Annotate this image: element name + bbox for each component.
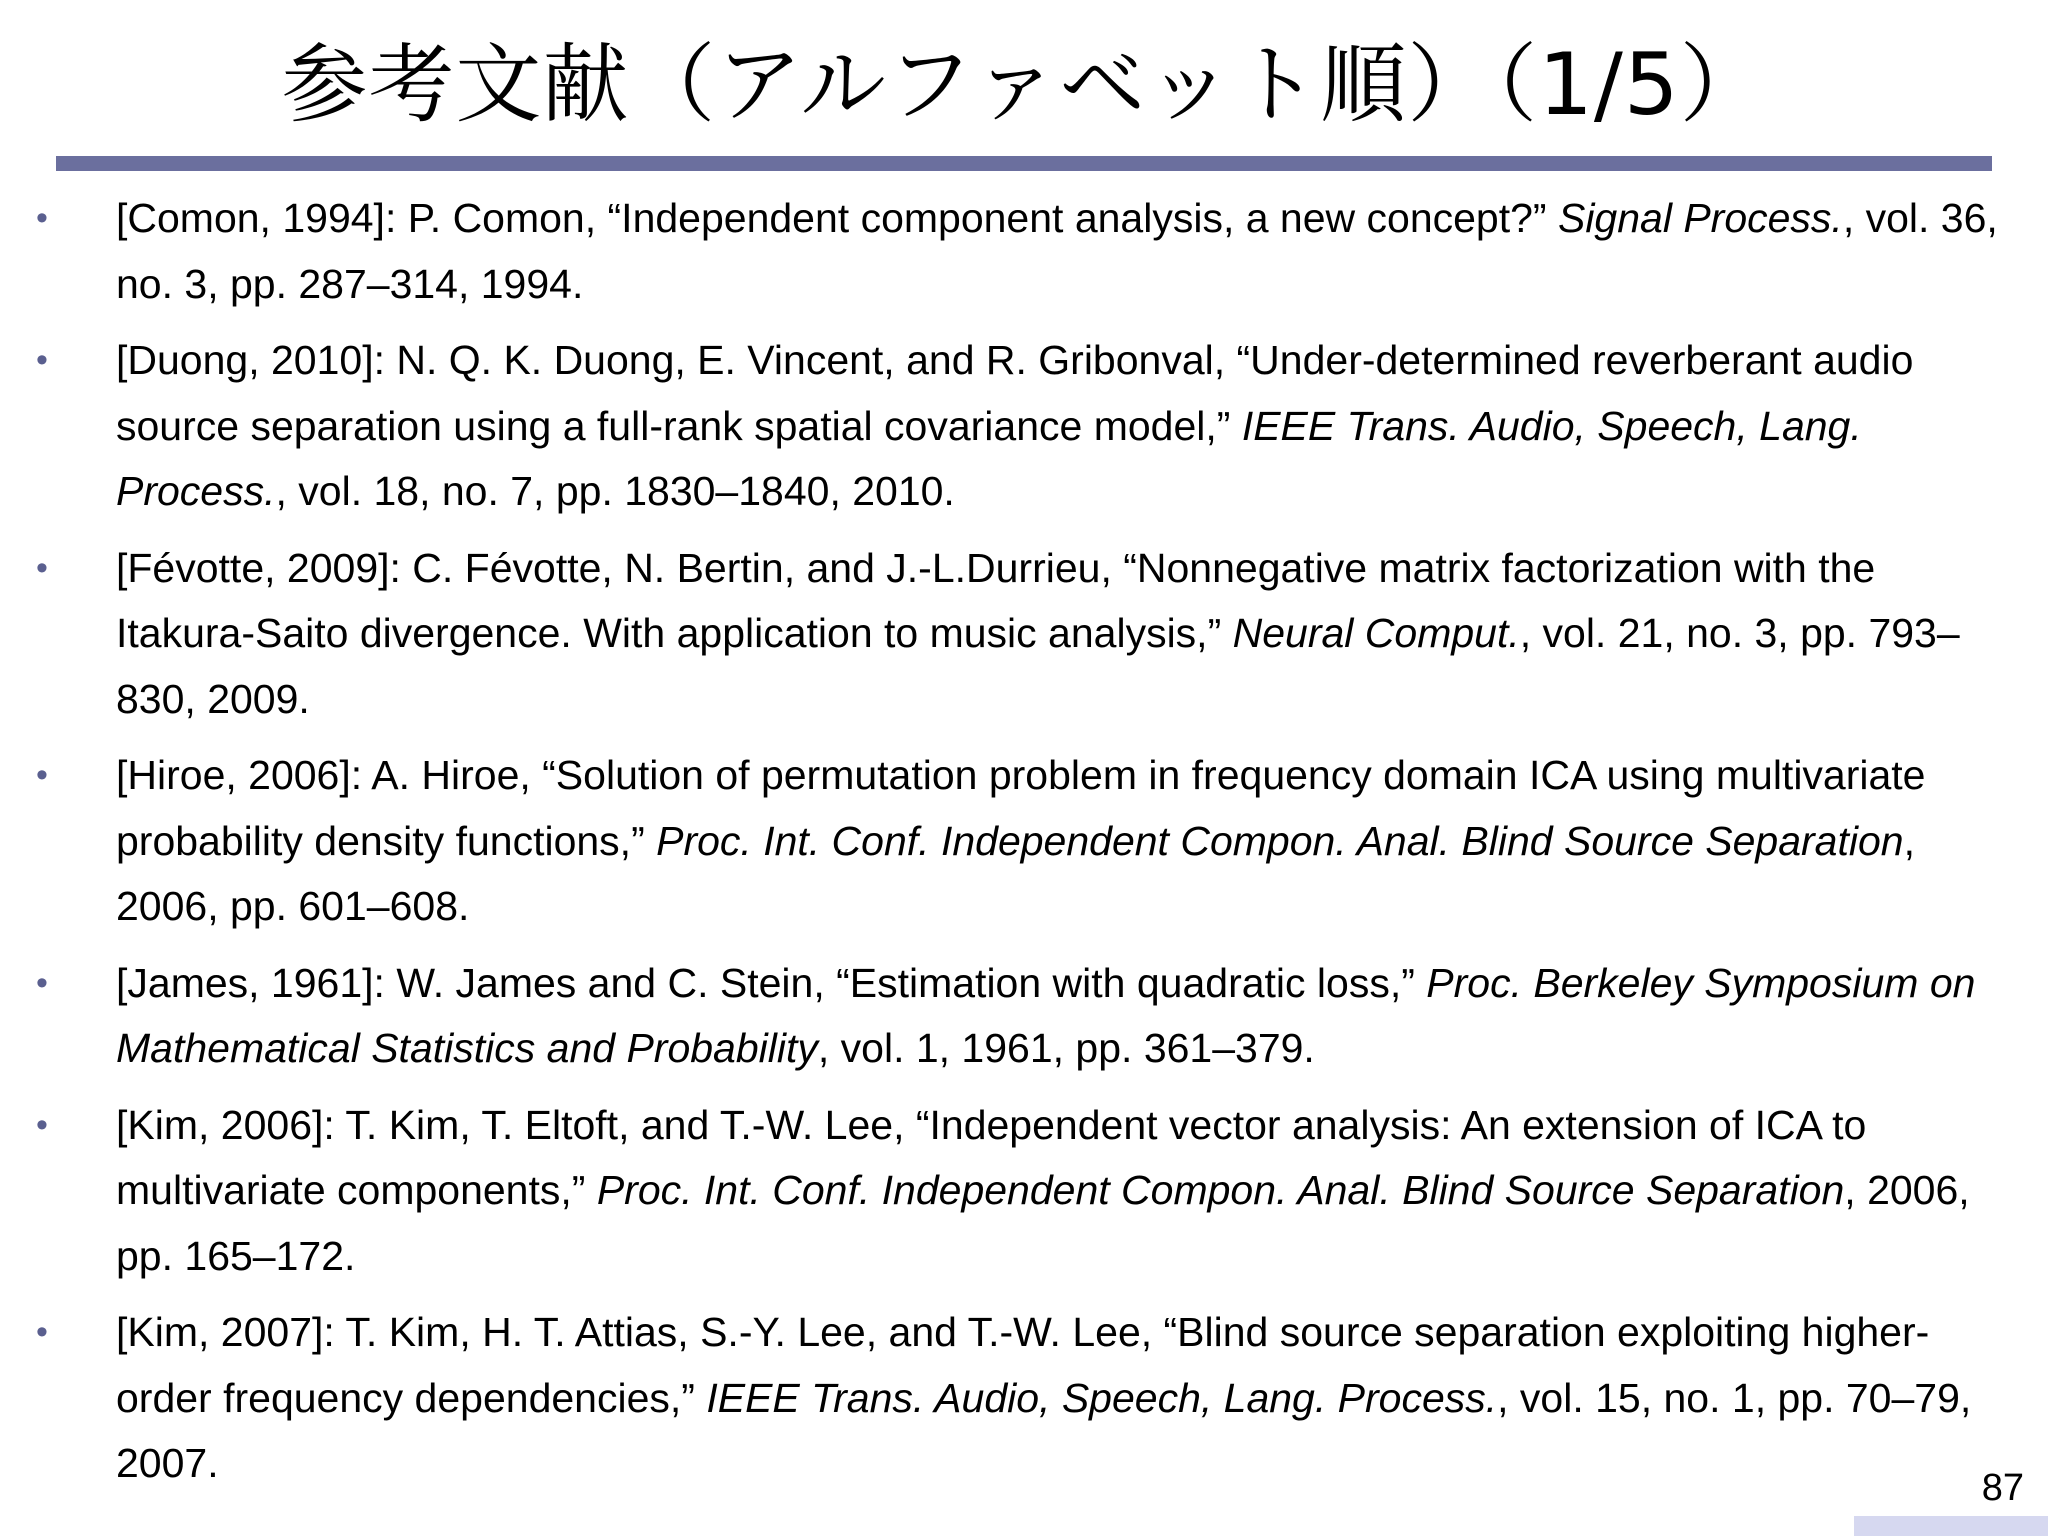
- reference-journal: Proc. Int. Conf. Independent Compon. Anal. Blind Source Separation: [656, 817, 1904, 864]
- reference-lead: [Duong, 2010]: N. Q. K. Duong, E. Vincent, and R. Gribonval, “Under-determined reverberant audio source separation using a full-rank spatial covariance model,”: [116, 337, 1914, 449]
- bullet-icon: •: [36, 341, 48, 379]
- slide-title: 参考文献（アルファベット順）（1/5）: [281, 35, 1767, 135]
- corner-accent-bar: [1854, 1516, 2048, 1536]
- reference-journal: Proc. Int. Conf. Independent Compon. Anal. Blind Source Separation: [596, 1167, 1845, 1213]
- reference-list: [0, 186, 2048, 1508]
- reference-tail: , vol. 18, no. 7, pp. 1830–1840, 2010.: [275, 468, 955, 514]
- reference-item-kim-2007: [0, 1300, 2048, 1497]
- bullet-icon: •: [36, 756, 48, 794]
- reference-tail: , 2006, pp. 165–172.: [116, 1167, 1970, 1279]
- reference-lead: [Comon, 1994]: P. Comon, “Independent component analysis, a new concept?”: [116, 195, 1558, 241]
- reference-item-james-1961: [0, 951, 2048, 1082]
- reference-tail: , 2006, pp. 601–608.: [116, 817, 1915, 929]
- reference-lead: [Kim, 2007]: T. Kim, H. T. Attias, S.-Y. Lee, and T.-W. Lee, “Blind source separation exploiting higher-order frequency dependencies,”: [116, 1309, 1930, 1421]
- page-number: 87: [1981, 1467, 2024, 1509]
- reference-lead: [Hiroe, 2006]: A. Hiroe, “Solution of permutation problem in frequency domain ICA using multivariate probability density functions,”: [116, 752, 1926, 864]
- bullet-icon: •: [36, 1313, 48, 1351]
- reference-journal: Signal Process.: [1557, 195, 1843, 241]
- bullet-icon: •: [36, 548, 48, 587]
- reference-journal: IEEE Trans. Audio, Speech, Lang. Process.: [116, 402, 1862, 514]
- reference-tail: , vol. 1, 1961, pp. 361–379.: [817, 1025, 1315, 1071]
- bullet-icon: •: [36, 963, 48, 1002]
- reference-lead: [Févotte, 2009]: C. Févotte, N. Bertin, and J.-L.Durrieu, “Nonnegative matrix factorization with the Itakura-Saito divergence. With application to music analysis,”: [116, 544, 1876, 656]
- reference-tail: , vol. 36, no. 3, pp. 287–314, 1994.: [116, 195, 1998, 307]
- reference-lead: [Kim, 2006]: T. Kim, T. Eltoft, and T.-W. Lee, “Independent vector analysis: An extension of ICA to multivariate components,”: [116, 1101, 1867, 1213]
- reference-tail: , vol. 15, no. 1, pp. 70–79, 2007.: [116, 1374, 1972, 1486]
- reference-tail: , vol. 21, no. 3, pp. 793–830, 2009.: [116, 610, 1960, 722]
- title-divider: [56, 156, 1992, 171]
- reference-item-duong-2010: [0, 328, 2048, 525]
- bullet-icon: •: [36, 199, 48, 237]
- bullet-icon: •: [36, 1105, 48, 1144]
- reference-lead: [James, 1961]: W. James and C. Stein, “Estimation with quadratic loss,”: [116, 959, 1427, 1006]
- reference-item-kim-2006: [0, 1093, 2048, 1290]
- reference-journal: Neural Comput.: [1232, 610, 1520, 656]
- reference-item-comon-1994: [0, 186, 2048, 317]
- reference-item-fevotte-2009: [0, 536, 2048, 733]
- reference-journal: IEEE Trans. Audio, Speech, Lang. Process.: [706, 1374, 1498, 1421]
- reference-journal: Proc. Berkeley Symposium on Mathematical Statistics and Probability: [116, 959, 1976, 1071]
- reference-item-hiroe-2006: [0, 743, 2048, 940]
